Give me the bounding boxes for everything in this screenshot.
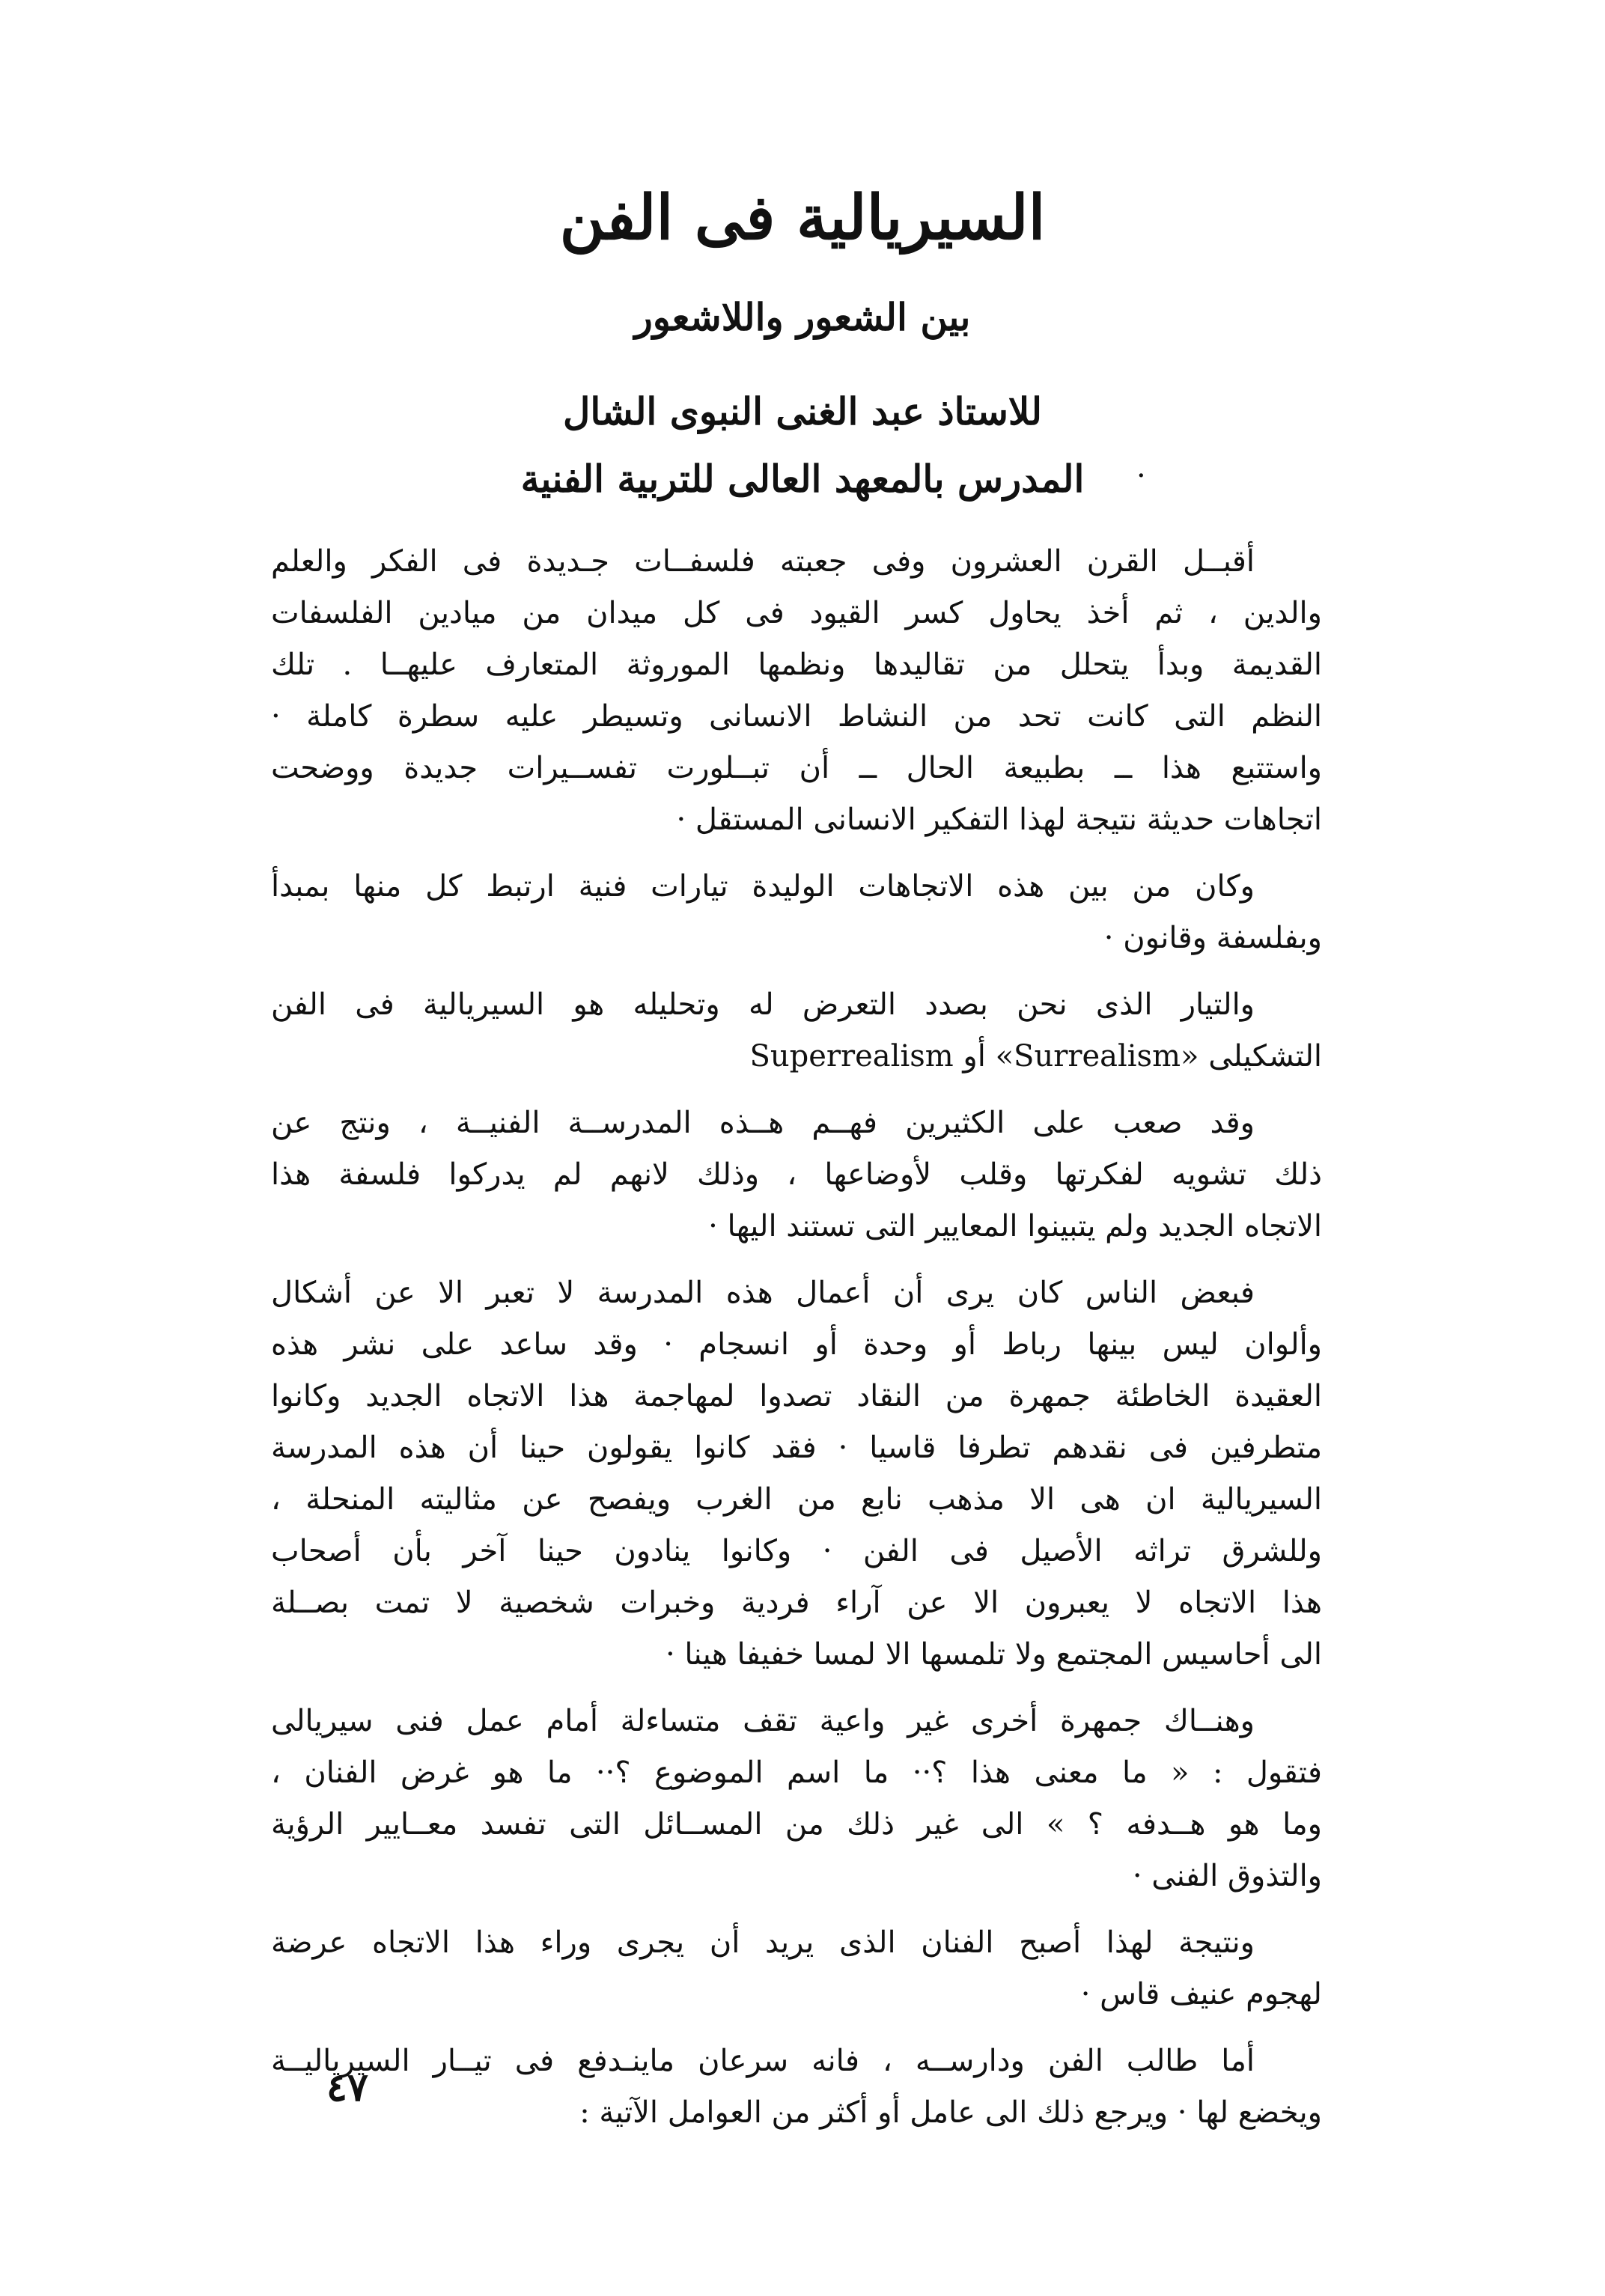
text-line: والدين ، ثم أخذ يحاول كسر القيود فى كل ميدان من ميادين الفلسفات bbox=[271, 596, 1322, 630]
article-body bbox=[271, 536, 1322, 2154]
text-line: أما طالب الفن ودارســه ، فانه سرعان ماينـدفع فى تيــار السيرياليــة bbox=[271, 2044, 1255, 2078]
paragraph bbox=[271, 1917, 1322, 2021]
text-line: وألوان ليس بينها رباط أو وحدة أو انسجام · وقد ساعد على نشر هذه bbox=[271, 1327, 1322, 1362]
page-number: ٤٧ bbox=[326, 2065, 368, 2110]
paragraph bbox=[271, 861, 1322, 964]
text-line: والتيار الذى نحن بصدد التعرض له وتحليله هو السيريالية فى الفن bbox=[271, 987, 1255, 1022]
article-subtitle: بين الشعور واللاشعور bbox=[634, 295, 971, 339]
text-line: هذا الاتجاه لا يعبرون الا عن آراء فردية وخبرات شخصية لا تمت بصــلة bbox=[271, 1586, 1322, 1620]
text-line: وما هو هــدفه ؟ » الى غير ذلك من المســائل التى تفسد معــايير الرؤية bbox=[271, 1807, 1322, 1842]
paragraph bbox=[271, 1696, 1322, 1902]
text-line: فبعض الناس كان يرى أن أعمال هذه المدرسة لا تعبر الا عن أشكال bbox=[271, 1276, 1255, 1310]
paragraph bbox=[271, 1097, 1322, 1252]
text-line: اتجاهات حديثة نتيجة لهذا التفكير الانسانى المستقل · bbox=[676, 803, 1322, 837]
text-line: متطرفين فى نقدهم تطرفا قاسيا · فقد كانوا يقولون حينا أن هذه المدرسة bbox=[271, 1431, 1322, 1465]
text-line: الى أحاسيس المجتمع ولا تلمسها الا لمسا خفيفا هينا · bbox=[665, 1637, 1322, 1672]
text-line: وقد صعب على الكثيرين فهــم هــذه المدرســة الفنيــة ، ونتج عن bbox=[271, 1106, 1255, 1140]
text-line: لهجوم عنيف قاس · bbox=[1080, 1977, 1322, 2012]
text-line: وللشرق تراثه الأصيل فى الفن · وكانوا ينادون حينا آخر بأن أصحاب bbox=[271, 1534, 1322, 1568]
text-line: ويخضع لها · ويرجع ذلك الى عامل أو أكثر من العوامل الآتية : bbox=[579, 2095, 1322, 2130]
text-line: التشكيلى «Surrealism» أو Superrealism bbox=[749, 1039, 1322, 1074]
paragraph bbox=[271, 536, 1322, 846]
text-line: وكان من بين هذه الاتجاهات الوليدة تيارات فنية ارتبط كل منها بمبدأ bbox=[271, 869, 1255, 904]
text-line: الاتجاه الجديد ولم يتبينوا المعايير التى تستند اليها · bbox=[708, 1209, 1322, 1243]
text-line: والتذوق الفنى · bbox=[1132, 1859, 1322, 1893]
text-line: النظم التى كانت تحد من النشاط الانسانى وتسيطر عليه سطرة كاملة · bbox=[271, 699, 1322, 734]
text-line: أقبــل القرن العشرون وفى جعبته فلسفــات جـديدة فى الفكر والعلم bbox=[271, 544, 1255, 579]
text-line: وهنــاك جمهرة أخرى غير واعية تقف متساءلة أمام عمل فنى سيريالى bbox=[271, 1704, 1255, 1738]
text-line: العقيدة الخاطئة جمهرة من النقاد تصدوا لمهاجمة هذا الاتجاه الجديد وكانوا bbox=[271, 1379, 1322, 1413]
paragraph bbox=[271, 979, 1322, 1082]
text-line: فتقول : « ما معنى هذا ؟·· ما اسم الموضوع ؟·· ما هو غرض الفنان ، bbox=[271, 1756, 1322, 1790]
paragraph bbox=[271, 1267, 1322, 1681]
stray-mark: · bbox=[1136, 459, 1146, 493]
paragraph bbox=[271, 2035, 1322, 2139]
article-title: السيريالية فى الفن bbox=[559, 182, 1046, 254]
text-line: ونتيجة لهذا أصبح الفنان الذى يريد أن يجرى وراء هذا الاتجاه عرضة bbox=[271, 1925, 1255, 1960]
text-line: وبفلسفة وقانون · bbox=[1103, 921, 1322, 955]
affiliation-line: المدرس بالمعهد العالى للتربية الفنية bbox=[520, 457, 1085, 501]
text-line: السيريالية ان هى الا مذهب نابع من الغرب ويفصح عن مثاليته المنحلة ، bbox=[271, 1482, 1322, 1517]
text-line: القديمة وبدأ يتحلل من تقاليدها ونظمها الموروثة المتعارف عليهــا . تلك bbox=[271, 648, 1322, 682]
author-line: للاستاذ عبد الغنى النبوى الشال bbox=[563, 389, 1042, 433]
text-line: ذلك تشويه لفكرتها وقلب لأوضاعها ، وذلك لانهم لم يدركوا فلسفة هذا bbox=[271, 1157, 1322, 1192]
text-line: واستتبع هذا ــ بطبيعة الحال ــ أن تبــلورت تفســيرات جديدة ووضحت bbox=[271, 751, 1322, 785]
